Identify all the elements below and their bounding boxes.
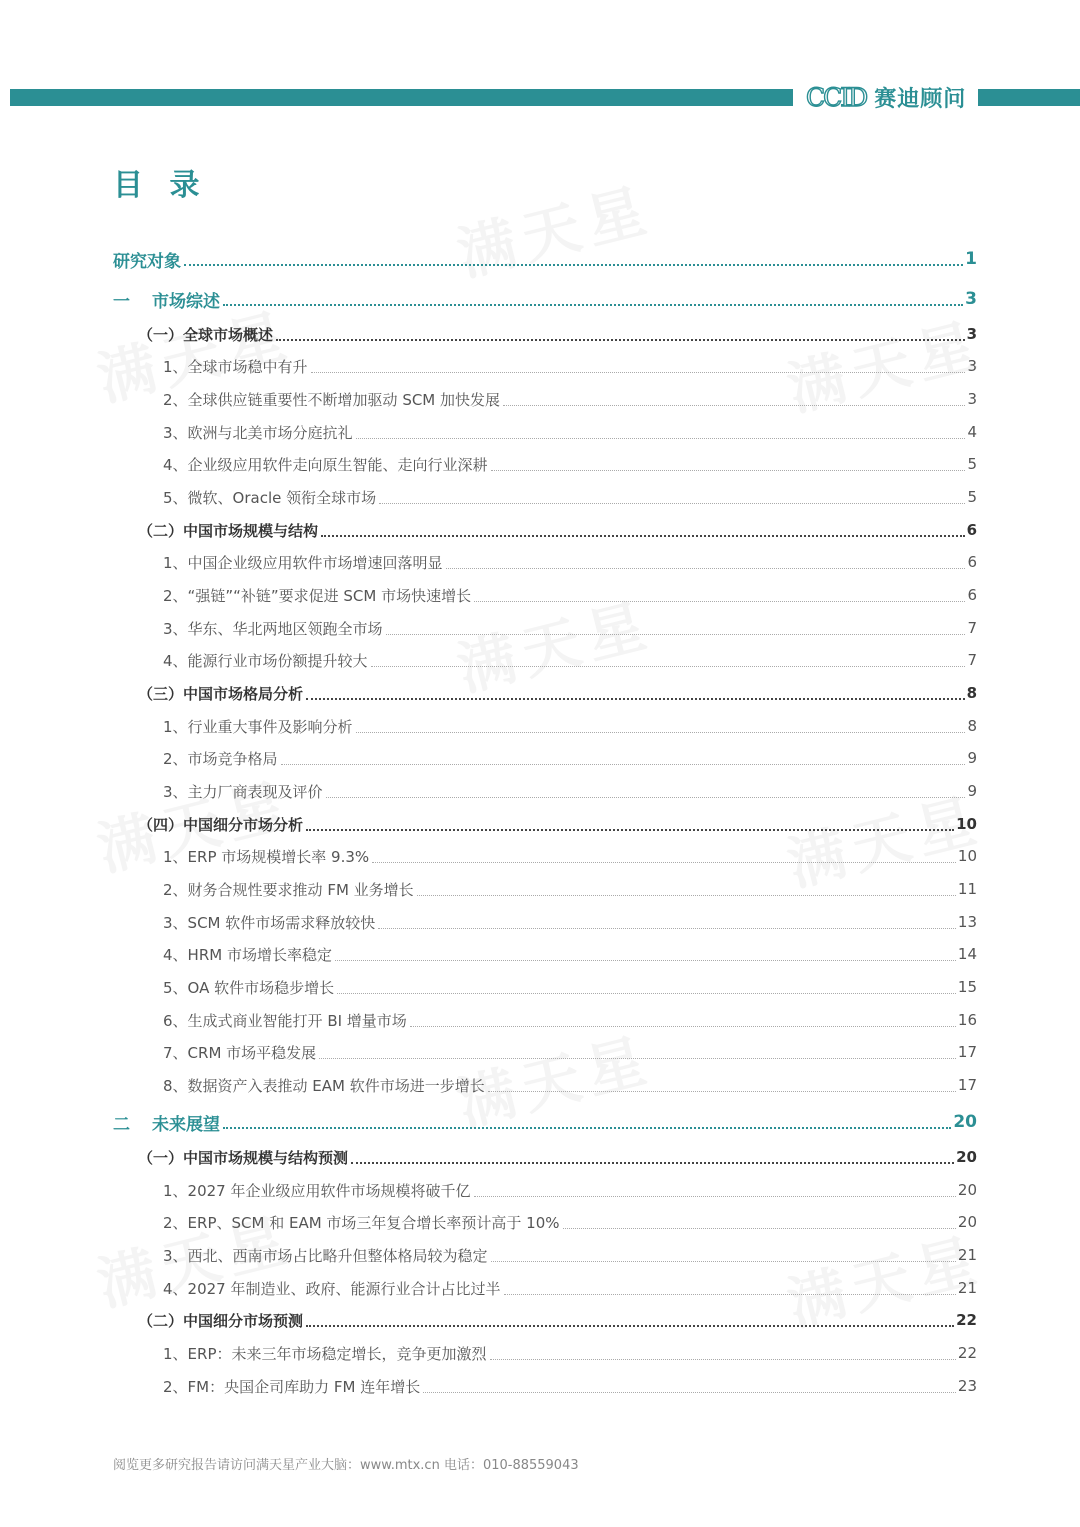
toc-entry-title: 3、欧洲与北美市场分庭抗礼 [163,423,353,442]
toc-entry-page: 6 [966,521,977,539]
toc-entry-page: 10 [957,847,977,865]
toc-dot-leader [379,503,965,504]
toc-entry-title: （二）中国市场规模与结构 [138,521,319,540]
toc-dot-leader [306,1325,954,1327]
header-bar-left [10,89,793,106]
toc-entry-page: 9 [967,749,977,767]
toc-entry-title: 2、“强链”“补链”要求促进 SCM 市场快速增长 [163,586,472,605]
toc-entry-title: 3、西北、西南市场占比略升但整体格局较为稳定 [163,1246,488,1265]
toc-entry-page: 5 [967,455,977,473]
toc-entry-page: 1 [965,249,977,269]
toc-entry-title: 市场综述 [152,291,220,312]
toc-entry-page: 8 [966,684,977,702]
watermark [448,162,660,291]
toc-dot-leader [281,764,966,765]
toc-entry-page: 13 [957,913,977,931]
toc-entry-title: 5、微软、Oracle 领衔全球市场 [163,488,377,507]
toc-entry-title: 4、企业级应用软件走向原生智能、走向行业深耕 [163,455,488,474]
toc-entry-title: （二）中国细分市场预测 [138,1311,304,1330]
toc-dot-leader [372,862,956,863]
toc-dot-leader [378,928,956,929]
toc-entry[interactable] [163,843,977,869]
toc-entry-title: 1、ERP 市场规模增长率 9.3% [163,847,370,866]
toc-entry-title: 4、HRM 市场增长率稳定 [163,945,332,964]
toc-entry[interactable] [113,286,977,312]
toc-entry-title: 2、FM：央国企司库助力 FM 连年增长 [163,1377,421,1396]
toc-entry-title: 1、中国企业级应用软件市场增速回落明显 [163,553,443,572]
toc-entry[interactable] [138,1307,977,1333]
toc-entry-page: 22 [957,1344,977,1362]
toc-entry-title: 2、市场竞争格局 [163,749,278,768]
toc-entry-page: 20 [953,1112,977,1132]
toc-dot-leader [306,829,954,831]
toc-dot-leader [474,1196,956,1197]
toc-entry[interactable] [113,1109,977,1135]
toc-entry[interactable] [163,647,977,673]
toc-entry[interactable] [138,680,977,706]
toc-entry-title: （一）全球市场概述 [138,325,274,344]
toc-entry[interactable] [163,778,977,804]
toc-entry-page: 10 [956,815,977,833]
toc-entry-page: 20 [956,1148,977,1166]
toc-entry[interactable] [138,517,977,543]
toc-entry-number: 一 [113,291,130,312]
toc-entry[interactable] [163,1275,977,1301]
brand-logo-en: CCID [806,82,867,112]
toc-entry[interactable] [138,811,977,837]
toc-dot-leader [326,797,966,798]
brand-logo [806,82,966,112]
toc-entry-title: 5、OA 软件市场稳步增长 [163,978,335,997]
toc-entry-title: 3、SCM 软件市场需求释放较快 [163,913,376,932]
toc-entry[interactable] [163,745,977,771]
page-title: 目 录 [113,168,208,203]
toc-dot-leader [335,960,956,961]
toc-dot-leader [410,1026,956,1027]
toc-dot-leader [337,993,956,994]
toc-entry-number: 二 [113,1114,130,1135]
toc-entry-page: 3 [965,289,977,309]
toc-dot-leader [504,1294,956,1295]
toc-dot-leader [423,1392,956,1393]
toc-dot-leader [319,1058,956,1059]
toc-entry-page: 23 [957,1377,977,1395]
toc-dot-leader [491,470,966,471]
toc-entry-title: 6、生成式商业智能打开 BI 增量市场 [163,1011,407,1030]
toc-entry-title: 1、行业重大事件及影响分析 [163,717,353,736]
toc-entry-title: 2、ERP、SCM 和 EAM 市场三年复合增长率预计高于 10% [163,1213,560,1232]
toc-entry[interactable] [163,1072,977,1098]
toc-entry[interactable] [163,1373,977,1399]
toc-dot-leader [371,666,966,667]
toc-entry-page: 9 [967,782,977,800]
toc-entry-title: 研究对象 [113,251,181,272]
toc-entry[interactable] [113,246,977,272]
toc-dot-leader [321,535,965,537]
toc-entry-page: 22 [956,1311,977,1329]
toc-entry-title: 3、华东、华北两地区领跑全市场 [163,619,383,638]
toc-entry[interactable] [163,1242,977,1268]
toc-entry-title: 1、2027 年企业级应用软件市场规模将破千亿 [163,1181,471,1200]
toc-entry[interactable] [163,386,977,412]
toc-dot-leader [488,1091,956,1092]
toc-entry-page: 3 [967,390,977,408]
toc-entry-page: 14 [957,945,977,963]
toc-entry-page: 4 [967,423,977,441]
toc-entry-title: 未来展望 [152,1114,220,1135]
toc-entry-page: 20 [957,1181,977,1199]
toc-dot-leader [356,732,966,733]
toc-entry-title: 2、财务合规性要求推动 FM 业务增长 [163,880,414,899]
toc-entry[interactable] [163,1209,977,1235]
toc-entry[interactable] [138,321,977,347]
toc-entry[interactable] [163,484,977,510]
toc-dot-leader [490,1359,956,1360]
toc-entry-page: 20 [957,1213,977,1231]
toc-entry[interactable] [163,451,977,477]
toc-entry-page: 8 [967,717,977,735]
toc-entry[interactable] [163,909,977,935]
toc-entry[interactable] [163,1007,977,1033]
toc-entry[interactable] [163,713,977,739]
toc-entry-title: 1、ERP：未来三年市场稳定增长，竞争更加激烈 [163,1344,487,1363]
toc-dot-leader [306,698,965,700]
toc-entry[interactable] [138,1144,977,1170]
toc-dot-leader [223,304,963,306]
toc-dot-leader [503,405,965,406]
toc-entry[interactable] [163,615,977,641]
toc-entry-page: 5 [967,488,977,506]
toc-entry[interactable] [163,876,977,902]
toc-dot-leader [311,372,966,373]
toc-dot-leader [446,568,966,569]
toc-entry-page: 7 [967,619,977,637]
toc-entry-title: （一）中国市场规模与结构预测 [138,1148,349,1167]
toc-entry-page: 7 [967,651,977,669]
toc-entry-title: （四）中国细分市场分析 [138,815,304,834]
toc-dot-leader [356,438,966,439]
toc-entry-page: 3 [967,357,977,375]
toc-entry[interactable] [163,582,977,608]
toc-entry-page: 21 [957,1279,977,1297]
brand-logo-cn: 赛迪顾问 [874,85,967,112]
toc-entry-title: 4、2027 年制造业、政府、能源行业合计占比过半 [163,1279,501,1298]
toc-entry-page: 16 [957,1011,977,1029]
toc-entry-title: 4、能源行业市场份额提升较大 [163,651,368,670]
toc-entry-page: 3 [966,325,977,343]
toc-dot-leader [474,601,965,602]
toc-entry[interactable] [163,549,977,575]
toc-entry-page: 6 [967,586,977,604]
toc-entry[interactable] [163,1340,977,1366]
toc-dot-leader [417,895,956,896]
toc-entry[interactable] [163,1177,977,1203]
toc-dot-leader [491,1261,956,1262]
toc-dot-leader [276,339,965,341]
toc-entry[interactable] [163,353,977,379]
toc-entry[interactable] [163,974,977,1000]
toc-entry-title: 3、主力厂商表现及评价 [163,782,323,801]
toc-entry[interactable] [163,419,977,445]
toc-entry-title: （三）中国市场格局分析 [138,684,304,703]
toc-entry-title: 7、CRM 市场平稳发展 [163,1043,317,1062]
toc-entry-title: 8、数据资产入表推动 EAM 软件市场进一步增长 [163,1076,485,1095]
footer-contact: 阅览更多研究报告请访问满天星产业大脑：www.mtx.cn 电话：010-88559043 [113,1458,579,1473]
toc-dot-leader [563,1228,956,1229]
toc-entry-title: 1、全球市场稳中有升 [163,357,308,376]
toc-dot-leader [223,1127,951,1129]
toc-entry-page: 17 [957,1043,977,1061]
toc-entry-page: 21 [957,1246,977,1264]
toc-entry-page: 15 [957,978,977,996]
toc-entry-page: 17 [957,1076,977,1094]
toc-entry-page: 6 [967,553,977,571]
header-bar-right [978,89,1080,106]
toc-entry[interactable] [163,1039,977,1065]
toc-entry-title: 2、全球供应链重要性不断增加驱动 SCM 加快发展 [163,390,501,409]
toc-dot-leader [351,1162,954,1164]
toc-dot-leader [184,264,963,266]
toc-entry[interactable] [163,941,977,967]
toc-dot-leader [386,634,966,635]
toc-entry-page: 11 [957,880,977,898]
